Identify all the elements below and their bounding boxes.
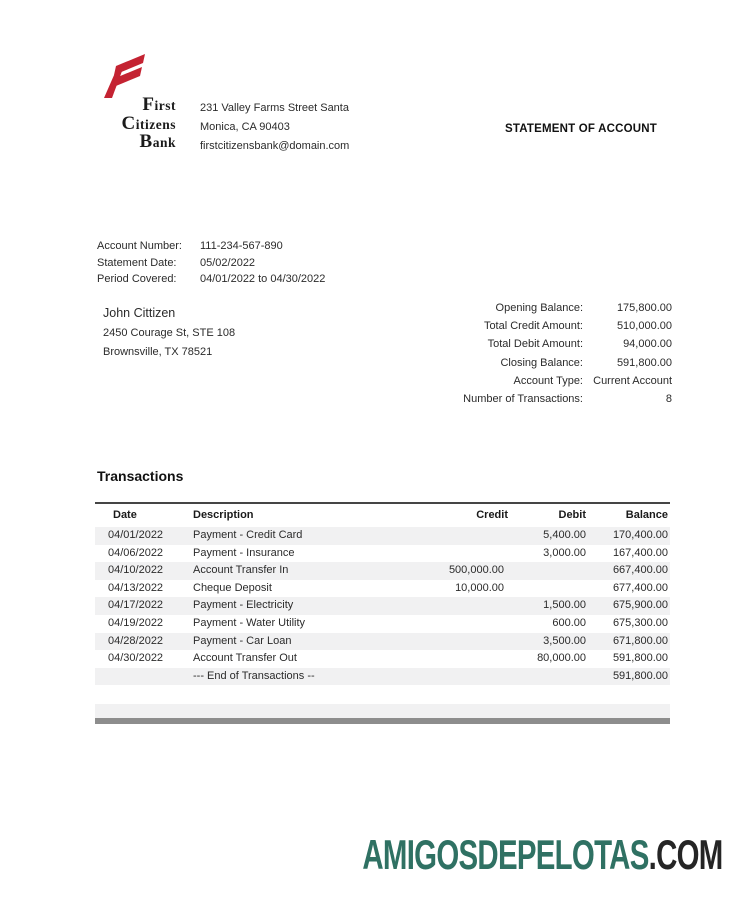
transactions-header-row xyxy=(95,504,670,527)
cell-balance: 170,400.00 xyxy=(612,529,668,541)
transaction-row xyxy=(95,615,670,633)
summary-label: Account Type: xyxy=(513,374,583,387)
account-info-label: Statement Date: xyxy=(97,256,177,269)
account-info-value: 05/02/2022 xyxy=(200,256,256,269)
cell-debit: 600.00 xyxy=(552,616,586,629)
watermark-main: AMIGOSDEPELOTAS xyxy=(362,831,650,878)
account-info-row xyxy=(97,255,325,272)
summary-label: Opening Balance: xyxy=(495,302,583,314)
summary-label: Total Debit Amount: xyxy=(487,338,583,351)
summary-label: Number of Transactions: xyxy=(463,392,583,405)
bank-logo-text xyxy=(84,96,176,152)
cell-credit xyxy=(390,527,512,545)
summary-row xyxy=(400,354,672,372)
transactions-title: Transactions xyxy=(97,468,184,484)
cell-debit: 3,500.00 xyxy=(543,634,586,647)
cell-date: 04/19/2022 xyxy=(108,616,164,629)
cell-debit xyxy=(512,562,586,580)
transactions-table xyxy=(95,502,670,724)
column-header-balance: Balance xyxy=(625,509,668,521)
cell-date: 04/30/2022 xyxy=(108,652,164,665)
cell-date: 04/17/2022 xyxy=(108,599,164,612)
bank-flag-icon xyxy=(103,53,147,99)
column-header-date: Date xyxy=(113,509,137,521)
table-spacer-row-white xyxy=(95,685,670,704)
summary-row xyxy=(400,335,672,353)
cell-description: --- End of Transactions -- xyxy=(193,669,315,682)
cell-credit xyxy=(390,633,512,651)
cell-debit: 1,500.00 xyxy=(543,599,586,612)
summary-value: 175,800.00 xyxy=(616,302,672,314)
summary-value: 591,800.00 xyxy=(616,356,672,369)
cell-debit: 3,000.00 xyxy=(543,546,586,559)
account-info-value: 04/01/2022 to 04/30/2022 xyxy=(200,273,326,285)
transaction-row xyxy=(95,562,670,580)
summary-label: Total Credit Amount: xyxy=(483,320,583,333)
cell-credit xyxy=(390,545,512,563)
cell-debit xyxy=(512,580,586,598)
summary-label: Closing Balance: xyxy=(500,356,583,369)
transaction-row xyxy=(95,580,670,598)
cell-credit xyxy=(390,668,512,686)
account-info-label: Period Covered: xyxy=(97,273,177,285)
transactions-body xyxy=(95,527,670,685)
cell-description: Payment - Car Loan xyxy=(193,634,292,647)
account-info xyxy=(97,238,325,288)
cell-date: 04/13/2022 xyxy=(108,581,164,594)
cell-balance: 677,400.00 xyxy=(612,581,668,594)
cell-date: 04/28/2022 xyxy=(108,634,164,647)
bank-logo-line-citizens: Citizens xyxy=(121,112,176,134)
cell-description: Payment - Insurance xyxy=(193,546,295,559)
bank-logo-line-first: First xyxy=(142,94,176,115)
summary-value: 94,000.00 xyxy=(623,338,672,351)
cell-date: 04/01/2022 xyxy=(108,529,164,541)
cell-description: Payment - Credit Card xyxy=(193,529,303,541)
cell-balance: 167,400.00 xyxy=(612,546,668,559)
cell-date: 04/10/2022 xyxy=(108,564,164,577)
transaction-row xyxy=(95,597,670,615)
summary-row xyxy=(400,299,672,317)
table-bottom-bar xyxy=(95,718,670,724)
account-info-row xyxy=(97,238,325,255)
summary-row xyxy=(400,390,672,408)
column-header-credit: Credit xyxy=(476,509,508,521)
cell-description: Cheque Deposit xyxy=(193,581,272,594)
watermark xyxy=(362,831,723,878)
account-info-row xyxy=(97,271,325,288)
cell-credit: 500,000.00 xyxy=(448,564,504,577)
cell-description: Account Transfer Out xyxy=(193,652,297,665)
account-info-value: 111-234-567-890 xyxy=(200,240,283,252)
transaction-row xyxy=(95,668,670,686)
table-spacer-row-gray xyxy=(95,704,670,718)
cell-description: Account Transfer In xyxy=(193,564,289,577)
cell-debit: 80,000.00 xyxy=(537,652,586,665)
statement-title: STATEMENT OF ACCOUNT xyxy=(505,123,657,135)
cell-date xyxy=(95,668,193,686)
summary-row xyxy=(400,372,672,390)
account-info-label: Account Number: xyxy=(97,240,182,252)
column-header-debit: Debit xyxy=(558,509,586,521)
cell-debit xyxy=(512,668,586,686)
cell-debit: 5,400.00 xyxy=(543,529,586,541)
summary-value: 8 xyxy=(665,392,672,405)
cell-description: Payment - Water Utility xyxy=(193,616,306,629)
customer-block xyxy=(103,303,235,362)
cell-description: Payment - Electricity xyxy=(193,599,294,612)
bank-logo-line-bank: Bank xyxy=(139,131,176,152)
cell-credit xyxy=(390,597,512,615)
transaction-row xyxy=(95,633,670,651)
customer-address-line: 2450 Courage St, STE 108 xyxy=(103,327,236,339)
cell-balance: 671,800.00 xyxy=(612,634,668,647)
cell-credit: 10,000.00 xyxy=(455,581,504,594)
cell-balance: 591,800.00 xyxy=(612,669,668,682)
bank-address-line: 231 Valley Farms Street Santa xyxy=(200,102,349,114)
watermark-suffix: .COM xyxy=(649,831,723,878)
bank-address-line: Monica, CA 90403 xyxy=(200,121,290,133)
summary-value: 510,000.00 xyxy=(616,320,672,333)
cell-balance: 667,400.00 xyxy=(612,564,668,577)
summary-row xyxy=(400,317,672,335)
customer-name: John Cittizen xyxy=(103,306,176,320)
cell-balance: 675,300.00 xyxy=(612,616,668,629)
cell-balance: 591,800.00 xyxy=(612,652,668,665)
cell-balance: 675,900.00 xyxy=(612,599,668,612)
cell-date: 04/06/2022 xyxy=(108,546,164,559)
cell-credit xyxy=(390,650,512,668)
transaction-row xyxy=(95,527,670,545)
transaction-row xyxy=(95,545,670,563)
cell-credit xyxy=(390,615,512,633)
transaction-row xyxy=(95,650,670,668)
customer-address-line: Brownsville, TX 78521 xyxy=(103,346,213,358)
bank-address-line: firstcitizensbank@domain.com xyxy=(200,140,350,152)
bank-address xyxy=(200,99,349,156)
summary-value: Current Account xyxy=(593,374,672,387)
column-header-description: Description xyxy=(193,509,254,521)
balance-summary xyxy=(400,299,672,408)
customer-address xyxy=(103,324,235,362)
